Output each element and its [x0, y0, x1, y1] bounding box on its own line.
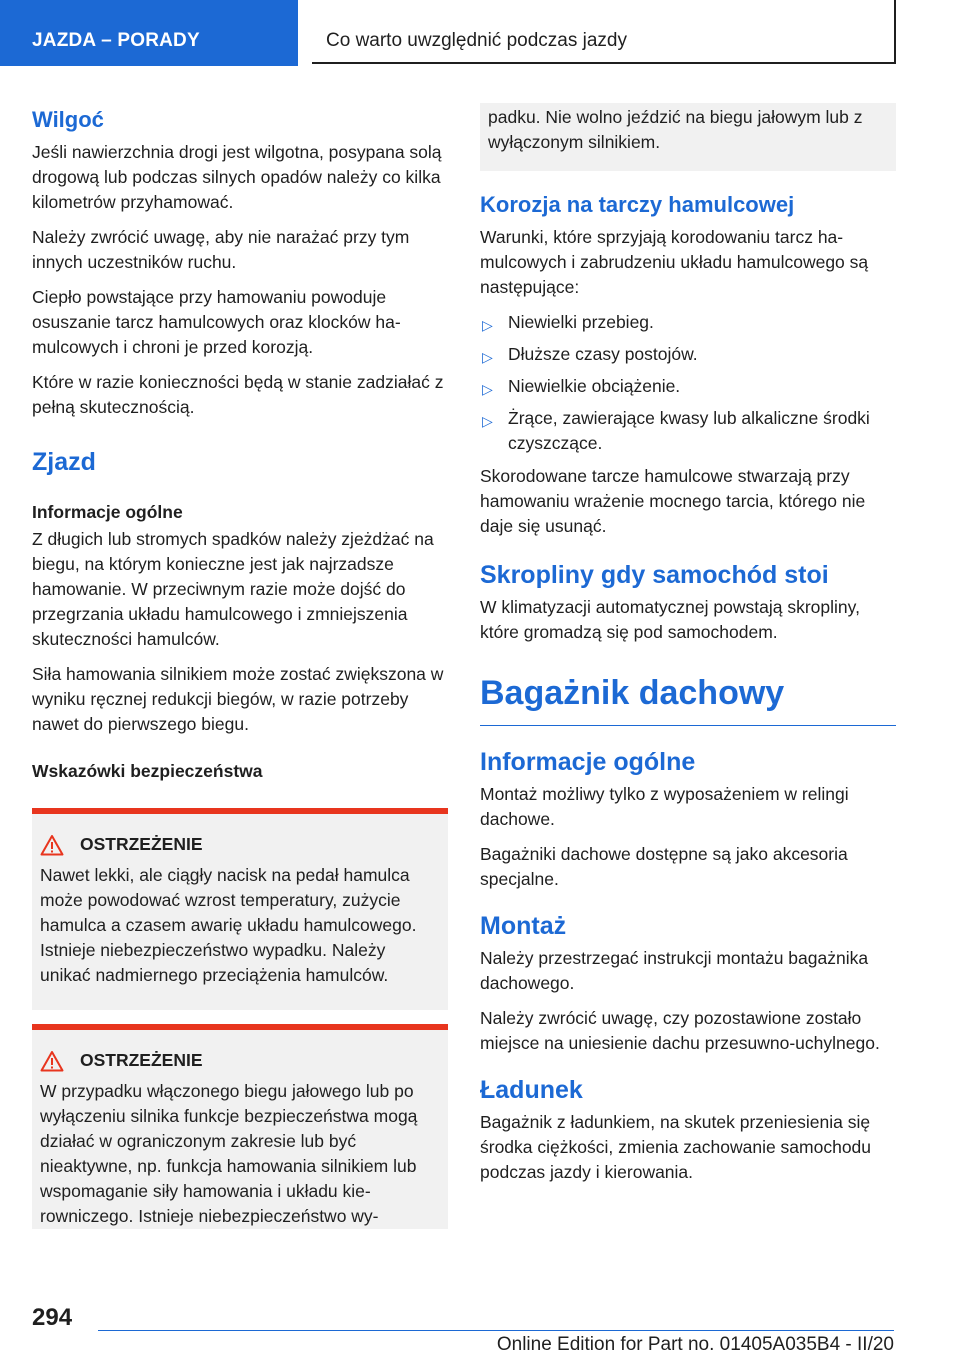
subheading-info: Informacje ogólne — [32, 502, 183, 522]
footer-edition: Online Edition for Part no. 01405A035B4 - II/20 — [496, 1334, 894, 1355]
heading-info: Informacje ogólne — [480, 748, 696, 776]
paragraph: W klimatyzacji automatycznej powstają skropliny, które gromadzą się pod samochodem. — [480, 597, 860, 642]
page-header-title: Co warto uwzględnić podczas jazdy — [312, 0, 896, 64]
heading-montaz: Montaż — [480, 912, 567, 940]
list-item: ▷ Żrące, zawierające kwasy lub alkaliczne środki czyszczące. — [482, 408, 870, 453]
condition-list — [480, 310, 896, 456]
paragraph: Siła hamowania silnikiem może zostać zwiększona w wyniku ręcznej redukcji biegów, w razie potrzeby nawet do pierwszego biegu. — [32, 664, 444, 734]
paragraph: Bagażniki dachowe dostępne są jako akcesoria specjalne. — [480, 844, 848, 889]
paragraph: Należy zwrócić uwagę, czy pozostawione zostało miejsce na uniesienie dachu przesuwno-uchylnego. — [480, 1008, 880, 1053]
warning-header — [40, 832, 440, 857]
list-item: ▷ Dłuższe czasy postojów. — [480, 342, 896, 367]
paragraph: Należy zwrócić uwagę, aby nie narażać przy tym innych uczestników ruchu. — [32, 227, 410, 272]
paragraph: Warunki, które sprzyjają korodowaniu tarcz hamulcowych i zabrudzeniu układu hamulcowego są następujące: — [480, 227, 869, 297]
warning-continuation — [480, 103, 896, 171]
paragraph: Skorodowane tarcze hamulcowe stwarzają przy hamowaniu wrażenie mocnego tarcia, którego nie daje się usunąć. — [480, 466, 866, 536]
triangle-bullet-icon: ▷ — [482, 349, 493, 365]
triangle-bullet-icon: ▷ — [482, 413, 493, 429]
list-item: ▷ Niewielkie obciążenie. — [480, 374, 896, 399]
warning-text: W przypadku włączonego biegu jałowego lub po wyłączeniu silnika funkcje bezpieczeństwa mogą działać w ograniczonym zakresie lub być nieaktywne, np. funkcja hamowania silnikiem lub wspomaganie siły hamowania i układu kierowniczego. Istnieje niebezpieczeństwo wy- — [40, 1081, 418, 1226]
warning-text: Nawet lekki, ale ciągły nacisk na pedał hamulca może powodować wzrost temperatury, zużycie hamulca a czasem awarię układu hamulcowego. Istnieje niebezpieczeństwo wypadku. Należy unikać nadmiernego przeciążenia hamulców. — [40, 865, 417, 985]
triangle-bullet-icon: ▷ — [482, 381, 493, 397]
paragraph: Które w razie konieczności będą w stanie zadziałać z pełną skutecznością. — [32, 372, 444, 417]
list-item: ▷ Niewielki przebieg. — [480, 310, 896, 335]
heading-korozja: Korozja na tarczy hamulcowej — [480, 192, 795, 217]
warning-text: padku. Nie wolno jeździć na biegu jałowym lub z wyłączonym silnikiem. — [488, 107, 863, 152]
paragraph: Bagażnik z ładunkiem, na skutek przeniesienia się środka ciężkości, zmienia zachowanie samochodu podczas jazdy i kierowania. — [480, 1112, 872, 1182]
warning-triangle-icon — [40, 834, 64, 856]
warning-label: OSTRZEŻENIE — [80, 834, 203, 854]
warning-box — [32, 1024, 448, 1229]
paragraph: Należy przestrzegać instrukcji montażu bagażnika dachowego. — [480, 948, 869, 993]
paragraph: Ciepło powstające przy hamowaniu powoduje osuszanie tarcz hamulcowych oraz klocków hamulcowych i chroni je przed korozją. — [32, 287, 401, 357]
right-column — [480, 103, 896, 1195]
page-number: 294 — [32, 1304, 73, 1331]
heading-bagaznik: Bagażnik dachowy — [480, 671, 896, 726]
left-column — [32, 100, 448, 1229]
heading-ladunek: Ładunek — [480, 1076, 583, 1104]
heading-zjazd: Zjazd — [32, 448, 96, 476]
warning-header — [40, 1048, 440, 1073]
heading-skropliny: Skropliny gdy samochód stoi — [480, 561, 829, 589]
warning-label: OSTRZEŻENIE — [80, 1050, 203, 1070]
paragraph: Montaż możliwy tylko z wyposażeniem w relingi dachowe. — [480, 784, 849, 829]
triangle-bullet-icon: ▷ — [482, 317, 493, 333]
heading-wilgoc: Wilgoć — [32, 107, 104, 132]
warning-box — [32, 808, 448, 1010]
section-tab: JAZDA – PORADY — [0, 0, 298, 66]
paragraph: Z długich lub stromych spadków należy zjeżdżać na biegu, na którym konieczne jest jak najrzadsze hamowanie. W przeciwnym razie może dojść do przegrzania układu hamulcowego i zmniejszenia skuteczności hamulców. — [32, 529, 434, 649]
warning-triangle-icon — [40, 1050, 64, 1072]
subheading-safety: Wskazówki bezpieczeństwa — [32, 761, 263, 781]
footer-divider — [98, 1330, 894, 1331]
paragraph: Jeśli nawierzchnia drogi jest wilgotna, posypana solą drogową lub podczas silnych opadów należy co kilka kilometrów przyhamować. — [32, 142, 442, 212]
